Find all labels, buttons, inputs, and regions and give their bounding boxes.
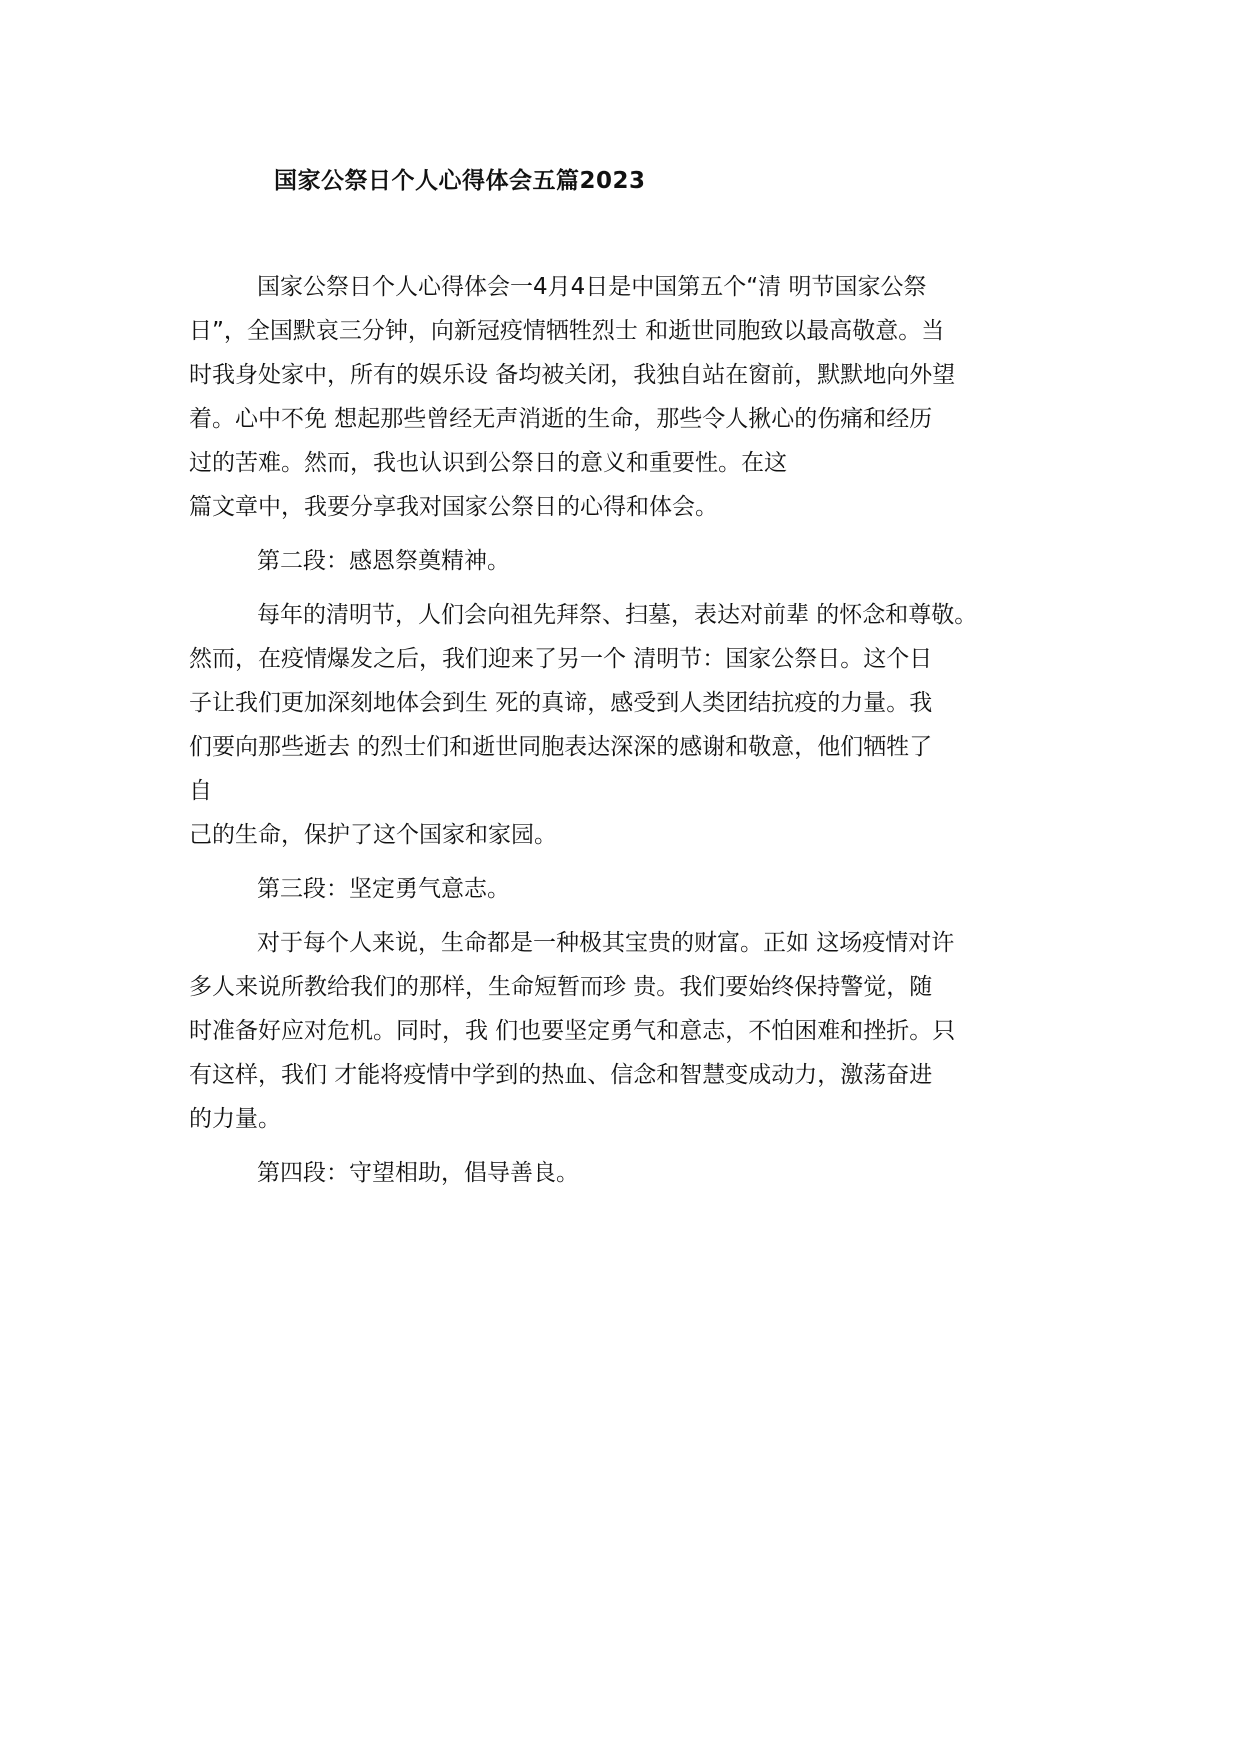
paragraph-2-line-5: 自 [189, 778, 212, 804]
paragraph-1-line-6: 篇文章中，我要分享我对国家公祭日的心得和体会。 [189, 494, 718, 520]
paragraph-2-line-1: 每年的清明节，人们会向祖先拜祭、扫墓，表达对前辈 的怀念和尊敬。 [257, 602, 978, 628]
paragraph-3-line-1: 对于每个人来说，生命都是一种极其宝贵的财富。正如 这场疫情对许 [257, 930, 955, 956]
paragraph-1-line-4: 着。心中不免 想起那些曾经无声消逝的生命，那些令人揪心的伤痛和经历 [189, 406, 933, 432]
section-heading-3: 第三段：坚定勇气意志。 [257, 876, 510, 902]
paragraph-3-line-4: 有这样，我们 才能将疫情中学到的热血、信念和智慧变成动力，激荡奋进 [189, 1062, 933, 1088]
paragraph-2-line-6: 己的生命，保护了这个国家和家园。 [189, 822, 557, 848]
paragraph-2-line-3: 子让我们更加深刻地体会到生 死的真谛，感受到人类团结抗疫的力量。我 [189, 690, 933, 716]
paragraph-1-line-5: 过的苦难。然而，我也认识到公祭日的意义和重要性。在这 [189, 450, 787, 476]
paragraph-3-line-5: 的力量。 [189, 1106, 281, 1132]
section-heading-4: 第四段：守望相助，倡导善良。 [257, 1160, 579, 1186]
paragraph-3-line-2: 多人来说所教给我们的那样，生命短暂而珍 贵。我们要始终保持警觉，随 [189, 974, 933, 1000]
paragraph-2-line-2: 然而，在疫情爆发之后，我们迎来了另一个 清明节：国家公祭日。这个日 [189, 646, 933, 672]
paragraph-3-line-3: 时准备好应对危机。同时，我 们也要坚定勇气和意志，不怕困难和挫折。只 [189, 1018, 956, 1044]
paragraph-1-line-3: 时我身处家中，所有的娱乐设 备均被关闭，我独自站在窗前，默默地向外望 [189, 362, 956, 388]
document-title: 国家公祭日个人心得体会五篇2023 [274, 168, 646, 194]
paragraph-1-line-2: 日”，全国默哀三分钟，向新冠疫情牺牲烈士 和逝世同胞致以最高敬意。当 [189, 318, 945, 344]
paragraph-1-line-1: 国家公祭日个人心得体会一4月4日是中国第五个“清 明节国家公祭 [257, 274, 927, 300]
paragraph-2-line-4: 们要向那些逝去 的烈士们和逝世同胞表达深深的感谢和敬意，他们牺牲了 [189, 734, 933, 760]
section-heading-2: 第二段：感恩祭奠精神。 [257, 548, 510, 574]
